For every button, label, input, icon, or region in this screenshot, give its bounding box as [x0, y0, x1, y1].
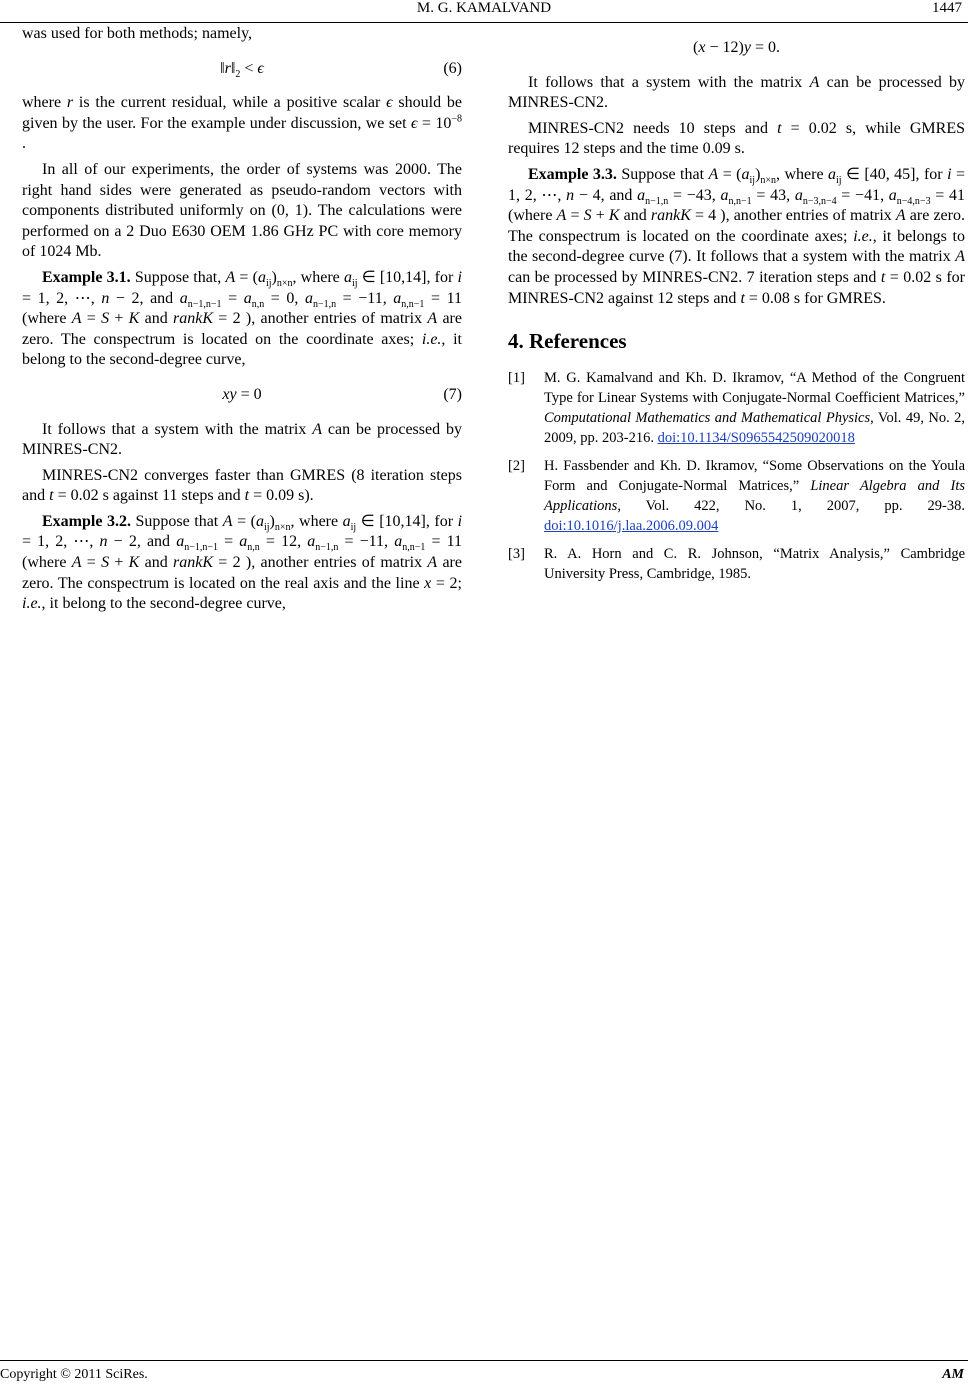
text-run: n×n: [760, 175, 777, 187]
text-run: = (: [232, 512, 256, 530]
text-run: and: [619, 207, 651, 225]
equation-number: (6): [443, 59, 462, 77]
text-run: n−1,n: [312, 298, 337, 310]
text-run: a: [343, 268, 352, 286]
text-run: ij: [749, 175, 756, 187]
text-run: ∈ [10,14], for: [357, 268, 458, 286]
text-run: ): [271, 268, 277, 286]
text-run: = 0.02 s for MINRES-CN2 against 12 steps and: [508, 268, 966, 307]
text-run: , where: [290, 512, 343, 530]
text-run: ϵ: [386, 94, 393, 112]
text-run: S: [101, 554, 110, 572]
text-run: Suppose that,: [130, 268, 226, 286]
text-run: n−3,n−4: [802, 195, 837, 207]
reference-item: [508, 544, 965, 584]
text-run: A: [427, 554, 438, 572]
text-run: a: [394, 533, 403, 551]
text-run: ‖: [230, 59, 236, 77]
text-run: = 0,: [264, 289, 305, 307]
text-run: , Vol. 422, No. 1, 2007, pp. 29-38.: [617, 497, 965, 514]
text-run: and: [139, 554, 174, 572]
text-run: can be processed by MINRES-CN2. 7 iteration steps and: [508, 268, 881, 286]
text-run: n−4,n−3: [896, 195, 931, 207]
equation: [22, 59, 462, 80]
text-run: S: [583, 207, 592, 225]
text-run: can be processed by MINRES-CN2.: [508, 73, 965, 112]
text-run: H. Fassbender and Kh. D. Ikramov, “Some Observations on the Youla Form and Conjugate-Normal Matrices,”: [544, 457, 965, 494]
text-run: n,n−1: [402, 542, 426, 554]
text-run: Linear Algebra and Its Applications: [544, 477, 966, 514]
text-run: Suppose that: [616, 165, 709, 183]
text-run: are zero. The conspectrum is located on the real axis and the line: [22, 554, 462, 592]
text-run: rankK: [173, 310, 214, 328]
text-run: was used for both methods; namely,: [22, 25, 253, 42]
text-run: rankK: [173, 554, 214, 572]
text-run: ): [755, 165, 761, 183]
equation: [22, 385, 462, 406]
text-run: = 2 ), another entries of matrix: [213, 310, 428, 328]
text-run: x: [698, 39, 706, 56]
text-run: M. G. Kamalvand and Kh. D. Ikramov, “A Method of the Congruent Type for Linear Systems with Conjugate-Normal Coefficient Matrices,”: [544, 369, 965, 406]
text-run: ϵ: [411, 114, 418, 132]
text-run: a: [741, 165, 750, 183]
text-run: A: [71, 310, 82, 328]
running-header: [0, 0, 968, 23]
text-run: S: [101, 310, 110, 328]
text-run: n: [566, 186, 575, 204]
copyright: Copyright © 2011 SciRes.: [0, 1367, 148, 1382]
reference-number: [1]: [508, 369, 525, 386]
paragraph: [22, 160, 462, 263]
text-run: +: [109, 554, 129, 572]
text-run: = (: [235, 268, 258, 286]
section-heading: [508, 331, 965, 352]
doi-link[interactable]: doi:10.1134/S0965542509020018: [657, 429, 855, 446]
equation-number: (7): [443, 385, 462, 403]
text-run: r: [66, 94, 74, 112]
reference-item: [508, 368, 965, 448]
text-run: − 2, and: [107, 533, 177, 551]
text-run: = 0: [236, 385, 262, 403]
text-run: R. A. Horn and C. R. Johnson, “Matrix Analysis,” Cambridge University Press, Cambridge, 1985.: [544, 545, 965, 582]
text-run: =: [566, 207, 584, 225]
text-run: = 0.02 s, while GMRES requires 12 steps and the time 0.09 s.: [508, 119, 965, 158]
paragraph: [22, 420, 462, 461]
text-run: n,n−1: [728, 195, 752, 207]
text-run: a: [637, 186, 646, 204]
text-run: , where: [776, 165, 829, 183]
text-run: = 1, 2, ⋯,: [508, 165, 966, 204]
text-run: ∈ [40, 45], for: [841, 165, 948, 183]
text-run: a: [393, 289, 402, 307]
text-run: = 1, 2, ⋯,: [22, 289, 102, 307]
text-run: ∈ [10,14], for: [356, 512, 458, 530]
text-run: a: [176, 533, 185, 551]
text-run: A: [895, 207, 906, 225]
text-run: n×n: [276, 278, 293, 290]
text-run: can be processed by MINRES-CN2.: [22, 420, 463, 459]
text-run: Suppose that: [130, 512, 223, 530]
text-run: 4. References: [508, 329, 627, 354]
text-run: = −41,: [836, 186, 889, 204]
text-run: , it belong to the second-degree curve,: [22, 330, 462, 369]
text-run: a: [307, 533, 316, 551]
text-run: a: [794, 186, 803, 204]
text-run: i: [947, 165, 952, 183]
text-run: = 0.02 s against 11 steps and: [53, 487, 245, 505]
text-run: ): [269, 512, 275, 530]
text-run: where: [22, 94, 67, 112]
reference-number: [3]: [508, 545, 525, 562]
text-run: MINRES-CN2 needs 10 steps and: [528, 119, 778, 137]
text-run: =: [81, 554, 102, 572]
text-run: i.e.: [22, 595, 42, 613]
text-run: <: [240, 59, 258, 77]
example-label: Example 3.2.: [42, 512, 131, 530]
text-run: x: [424, 574, 432, 592]
text-run: = −11,: [336, 289, 394, 307]
text-run: +: [591, 207, 609, 225]
text-run: (: [693, 39, 699, 56]
text-run: y: [743, 39, 751, 56]
text-run: = 10: [417, 114, 452, 132]
text-run: ij: [263, 522, 270, 534]
text-run: t: [740, 289, 745, 307]
equation-body: [220, 59, 264, 80]
equation-body: [693, 39, 780, 56]
text-run: ij: [350, 522, 357, 534]
text-run: ‖: [220, 59, 225, 77]
text-run: a: [257, 268, 266, 286]
text-run: A: [708, 165, 719, 183]
text-run: t: [244, 487, 250, 505]
paragraph: [508, 119, 965, 160]
text-run: ij: [836, 175, 842, 187]
equation-body: [222, 386, 261, 403]
text-run: , it belong to the second-degree curve,: [41, 595, 286, 613]
text-run: A: [556, 207, 567, 225]
text-run: =: [217, 533, 240, 551]
text-run: = 4 ), another entries of matrix: [690, 207, 896, 225]
paragraph: [508, 73, 965, 114]
text-run: = 11 (where: [22, 533, 463, 572]
text-run: = 2 ), another entries of matrix: [213, 554, 428, 572]
example-label: Example 3.3.: [528, 165, 617, 183]
text-run: n−1,n: [315, 542, 339, 554]
text-run: t: [880, 268, 886, 286]
text-run: A: [222, 512, 233, 530]
text-run: K: [128, 554, 140, 572]
text-run: − 2, and: [109, 289, 180, 307]
text-run: = 43,: [751, 186, 795, 204]
text-run: n−1,n: [645, 195, 669, 207]
example-label: Example 3.1.: [42, 268, 131, 286]
text-run: A: [225, 268, 236, 286]
text-run: i: [457, 268, 462, 286]
text-run: K: [608, 207, 620, 225]
text-run: 2: [235, 68, 241, 80]
text-run: i: [457, 512, 463, 530]
text-run: It follows that a system with the matrix: [528, 73, 810, 91]
text-run: n−1,n−1: [187, 298, 222, 310]
text-run: = −11,: [338, 533, 395, 551]
running-title: M. G. KAMALVAND: [416, 0, 552, 16]
text-run: A: [312, 420, 323, 438]
text-run: , it belongs to the second-degree curve (7). It follows that a system with the matrix: [508, 227, 965, 266]
paragraph: [22, 93, 462, 155]
text-run: MINRES-CN2 converges faster than GMRES (8 iteration steps and: [22, 466, 462, 505]
text-run: is the current residual, while a positive scalar: [73, 94, 387, 112]
text-run: t: [49, 487, 54, 505]
text-run: r: [224, 59, 231, 77]
text-run: .: [22, 135, 26, 153]
text-run: a: [179, 289, 188, 307]
text-run: a: [342, 512, 351, 530]
text-run: − 4, and: [574, 186, 638, 204]
text-run: a: [255, 512, 264, 530]
text-run: a: [304, 289, 313, 307]
text-run: , Vol. 49, No. 2, 2009, pp. 203-216.: [544, 409, 965, 446]
text-run: a: [720, 186, 729, 204]
footer: [0, 1360, 968, 1382]
text-run: = (: [718, 165, 742, 183]
text-run: n,n: [247, 542, 260, 554]
text-run: are zero. The conspectrum is located on the coordinate axes;: [508, 207, 965, 245]
text-run: i.e.: [853, 227, 873, 245]
journal-abbrev: AM: [942, 1367, 964, 1382]
paragraph: [22, 24, 462, 45]
text-run: =: [81, 310, 102, 328]
text-run: ϵ: [257, 59, 264, 77]
text-run: A: [71, 554, 82, 572]
text-run: − 12): [705, 39, 744, 56]
text-run: = 0.09 s).: [249, 487, 314, 505]
text-run: n: [101, 289, 110, 307]
reference-item: [508, 456, 965, 536]
text-run: A: [955, 248, 965, 266]
text-run: K: [128, 310, 140, 328]
text-run: a: [239, 533, 248, 551]
text-run: n,n−1: [401, 298, 425, 310]
text-run: = −43,: [668, 186, 721, 204]
text-run: n,n: [251, 298, 265, 310]
text-run: , where: [292, 268, 344, 286]
text-run: n: [99, 533, 108, 551]
doi-link[interactable]: doi:10.1016/j.laa.2006.09.004: [544, 517, 719, 534]
text-run: = 0.: [750, 39, 780, 56]
text-run: ij: [265, 278, 272, 290]
text-run: A: [809, 73, 820, 91]
reference-number: [2]: [508, 457, 525, 474]
paragraph: [22, 466, 462, 507]
paragraph: [22, 512, 462, 615]
text-run: a: [243, 289, 252, 307]
equation: [508, 38, 965, 59]
paragraph: [22, 268, 462, 371]
text-run: rankK: [650, 207, 691, 225]
text-run: It follows that a system with the matrix: [42, 420, 313, 438]
text-run: +: [109, 310, 129, 328]
text-run: −8: [451, 113, 462, 125]
text-run: and: [139, 310, 174, 328]
text-run: In all of our experiments, the order of systems was 2000. The right hand sides were generated as pseudo-random vectors with components distributed uniformly on (0, 1). The calculations were performed on a 2 Duo E630 OEM 1.86 GHz PC with core memory of 1024 Mb.: [22, 160, 462, 261]
text-run: n−1,n−1: [184, 542, 218, 554]
text-run: i.e.: [421, 330, 442, 348]
text-run: = 11 (where: [22, 289, 462, 328]
text-run: a: [888, 186, 897, 204]
page-number: 1447: [932, 0, 962, 16]
text-run: are zero. The conspectrum is located on the coordinate axes;: [22, 310, 462, 348]
text-run: n×n: [274, 522, 291, 534]
text-run: = 41 (where: [508, 186, 966, 225]
text-run: ij: [351, 278, 358, 290]
text-run: A: [427, 310, 438, 328]
text-run: t: [777, 119, 782, 137]
text-run: = 0.08 s for GMRES.: [744, 289, 886, 307]
text-run: a: [828, 165, 837, 183]
left-column: [22, 24, 462, 620]
text-run: xy: [222, 385, 237, 403]
paragraph: [508, 165, 965, 309]
text-run: = 1, 2, ⋯,: [22, 533, 100, 551]
right-column: [508, 24, 965, 592]
text-run: = 2;: [431, 574, 462, 592]
text-run: should be given by the user. For the example under discussion, we set: [22, 94, 462, 132]
text-run: =: [221, 289, 244, 307]
text-run: = 12,: [259, 533, 308, 551]
text-run: Computational Mathematics and Mathematical Physics: [544, 409, 871, 426]
